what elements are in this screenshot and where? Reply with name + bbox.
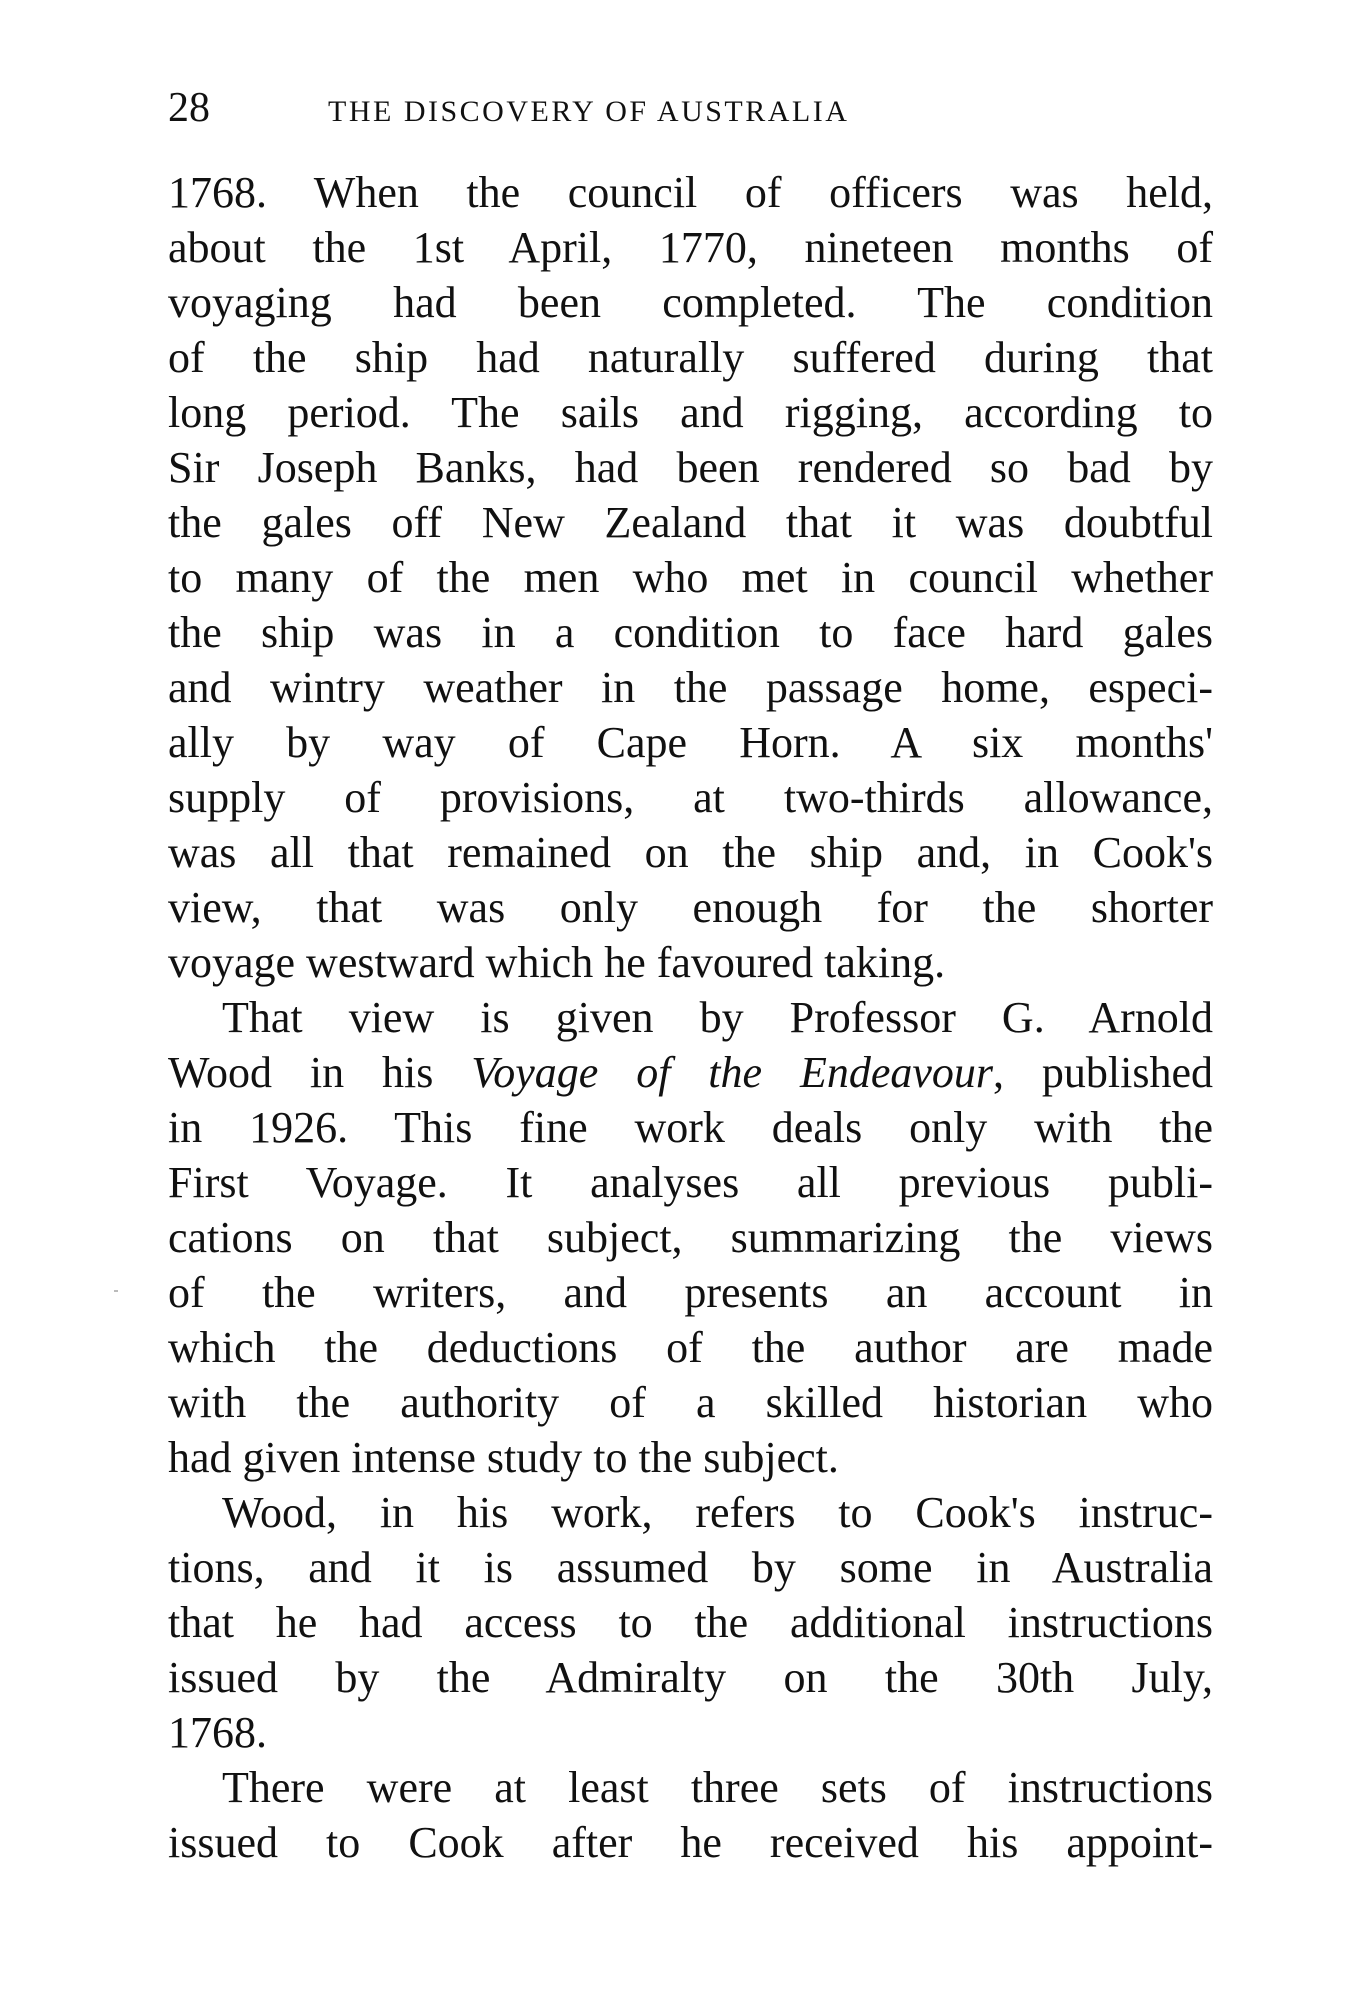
text-line: long period. The sails and rigging, according to (168, 388, 1213, 437)
text-line: First Voyage. It analyses all previous publi- (168, 1158, 1213, 1207)
text-line: 1768. When the council of officers was held, (168, 168, 1213, 217)
text-line: was all that remained on the ship and, in Cook's (168, 828, 1213, 877)
text-line: view, that was only enough for the shorter (168, 883, 1213, 932)
page-number: 28 (168, 85, 210, 131)
text-line: with the authority of a skilled historian who (168, 1378, 1213, 1427)
text-line: Sir Joseph Banks, had been rendered so bad by (168, 443, 1213, 492)
text-line (168, 1045, 1213, 1100)
text-line: that he had access to the additional instructions (168, 1598, 1213, 1647)
text-line: issued by the Admiralty on the 30th July, (168, 1653, 1213, 1702)
text-line: voyage westward which he favoured taking. (168, 938, 946, 987)
text-line: ally by way of Cape Horn. A six months' (168, 718, 1213, 767)
text-line: which the deductions of the author are made (168, 1323, 1213, 1372)
text-line: issued to Cook after he received his appoint- (168, 1818, 1213, 1867)
text-line: voyaging had been completed. The condition (168, 278, 1213, 327)
text-line: had given intense study to the subject. (168, 1433, 839, 1482)
text-line: 1768. (168, 1708, 267, 1757)
text-line: cations on that subject, summarizing the views (168, 1213, 1213, 1262)
text-line: the ship was in a condition to face hard gales (168, 608, 1213, 657)
text-line: and wintry weather in the passage home, especi- (168, 663, 1213, 712)
text-line: the gales off New Zealand that it was doubtful (168, 498, 1213, 547)
text-fragment: , published (993, 1048, 1214, 1097)
text-line: about the 1st April, 1770, nineteen months of (168, 223, 1213, 272)
text-line: in 1926. This fine work deals only with the (168, 1103, 1213, 1152)
text-line: of the ship had naturally suffered during that (168, 333, 1213, 382)
margin-mark (114, 1290, 118, 1292)
text-line: supply of provisions, at two-thirds allowance, (168, 773, 1213, 822)
book-title: Voyage of the Endeavour (471, 1048, 994, 1097)
text-line: of the writers, and presents an account in (168, 1268, 1213, 1317)
body-text (168, 165, 1213, 1870)
text-line: to many of the men who met in council whether (168, 553, 1213, 602)
text-line: Wood, in his work, refers to Cook's instruc- (222, 1488, 1213, 1537)
page-header (168, 78, 1168, 138)
text-line: tions, and it is assumed by some in Australia (168, 1543, 1213, 1592)
text-fragment: Wood in his (168, 1048, 472, 1097)
text-line: There were at least three sets of instructions (222, 1763, 1213, 1812)
running-title: THE DISCOVERY OF AUSTRALIA (328, 95, 850, 128)
text-line: That view is given by Professor G. Arnold (222, 993, 1213, 1042)
